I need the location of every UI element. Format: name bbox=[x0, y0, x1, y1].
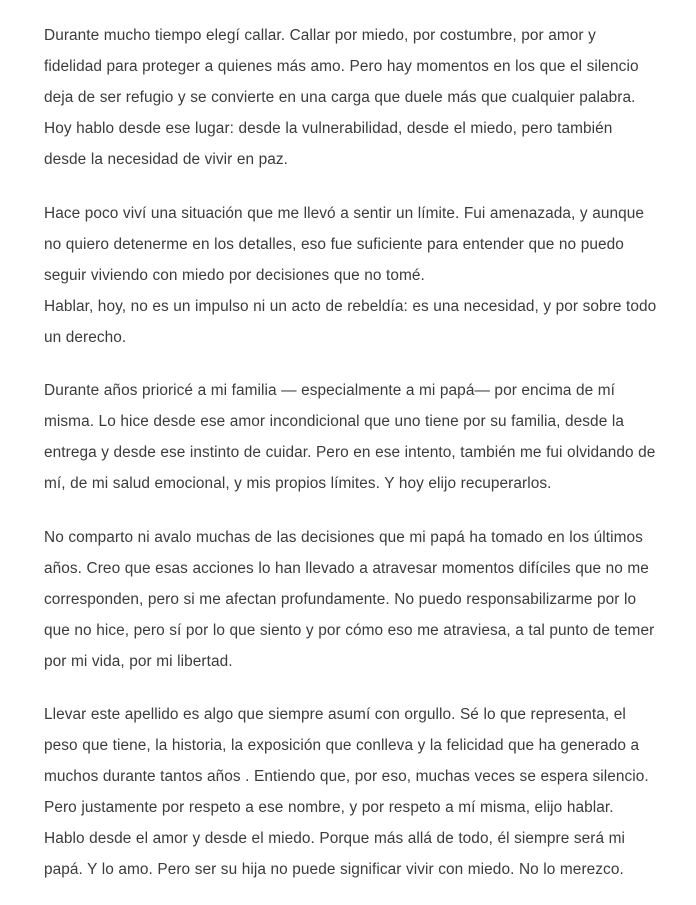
paragraph-3-line-1: Durante años prioricé a mi familia — especialmente a mi papá— por encima de mí misma. Lo hice desde ese amor incondicional que uno tiene por su familia, desde la entrega y desde ese instinto de cuidar. Pero en ese intento, también me fui olvidando de mí, de mi salud emocional, y mis propios límites. Y hoy elijo recuperarlos. bbox=[44, 382, 656, 492]
paragraph-5-line-2: Hablo desde el amor y desde el miedo. Porque más allá de todo, él siempre será mi papá. Y lo amo. Pero ser su hija no puede significar vivir con miedo. No lo merezco. bbox=[44, 830, 626, 878]
paragraph-1 bbox=[44, 20, 658, 175]
paragraph-4-line-1: No comparto ni avalo muchas de las decisiones que mi papá ha tomado en los últimos años. Creo que esas acciones lo han llevado a atravesar momentos difíciles que no me corresponden, pero si me afectan profundamente. No puedo responsabilizarme por lo que no hice, pero sí por lo que siento y por cómo eso me atraviesa, a tal punto de temer por mi vida, por mi libertad. bbox=[44, 528, 655, 670]
paragraph-1-line-1: Durante mucho tiempo elegí callar. Callar por miedo, por costumbre, por amor y fidelidad para proteger a quienes más amo. Pero hay momentos en los que el silencio deja de ser refugio y se convierte en una carga que duele más que cualquier palabra. bbox=[44, 27, 639, 106]
paragraph-2-line-2: Hablar, hoy, no es un impulso ni un acto de rebeldía: es una necesidad, y por sobre todo un derecho. bbox=[44, 297, 657, 346]
statement-body bbox=[44, 20, 658, 885]
paragraph-5 bbox=[44, 699, 658, 885]
paragraph-1-line-2: Hoy hablo desde ese lugar: desde la vulnerabilidad, desde el miedo, pero también desde la necesidad de vivir en paz. bbox=[44, 120, 613, 168]
paragraph-5-line-1: Llevar este apellido es algo que siempre asumí con orgullo. Sé lo que representa, el peso que tiene, la historia, la exposición que conlleva y la felicidad que ha generado a muchos durante tantos años . Entiendo que, por eso, muchas veces se espera silencio. Pero justamente por respeto a ese nombre, y por respeto a mí misma, elijo hablar. bbox=[44, 706, 649, 816]
paragraph-2 bbox=[44, 198, 658, 353]
paragraph-4 bbox=[44, 522, 658, 677]
paragraph-3 bbox=[44, 375, 658, 499]
paragraph-2-line-1: Hace poco viví una situación que me llevó a sentir un límite. Fui amenazada, y aunque no quiero detenerme en los detalles, eso fue suficiente para entender que no puedo seguir viviendo con miedo por decisiones que no tomé. bbox=[44, 204, 645, 284]
